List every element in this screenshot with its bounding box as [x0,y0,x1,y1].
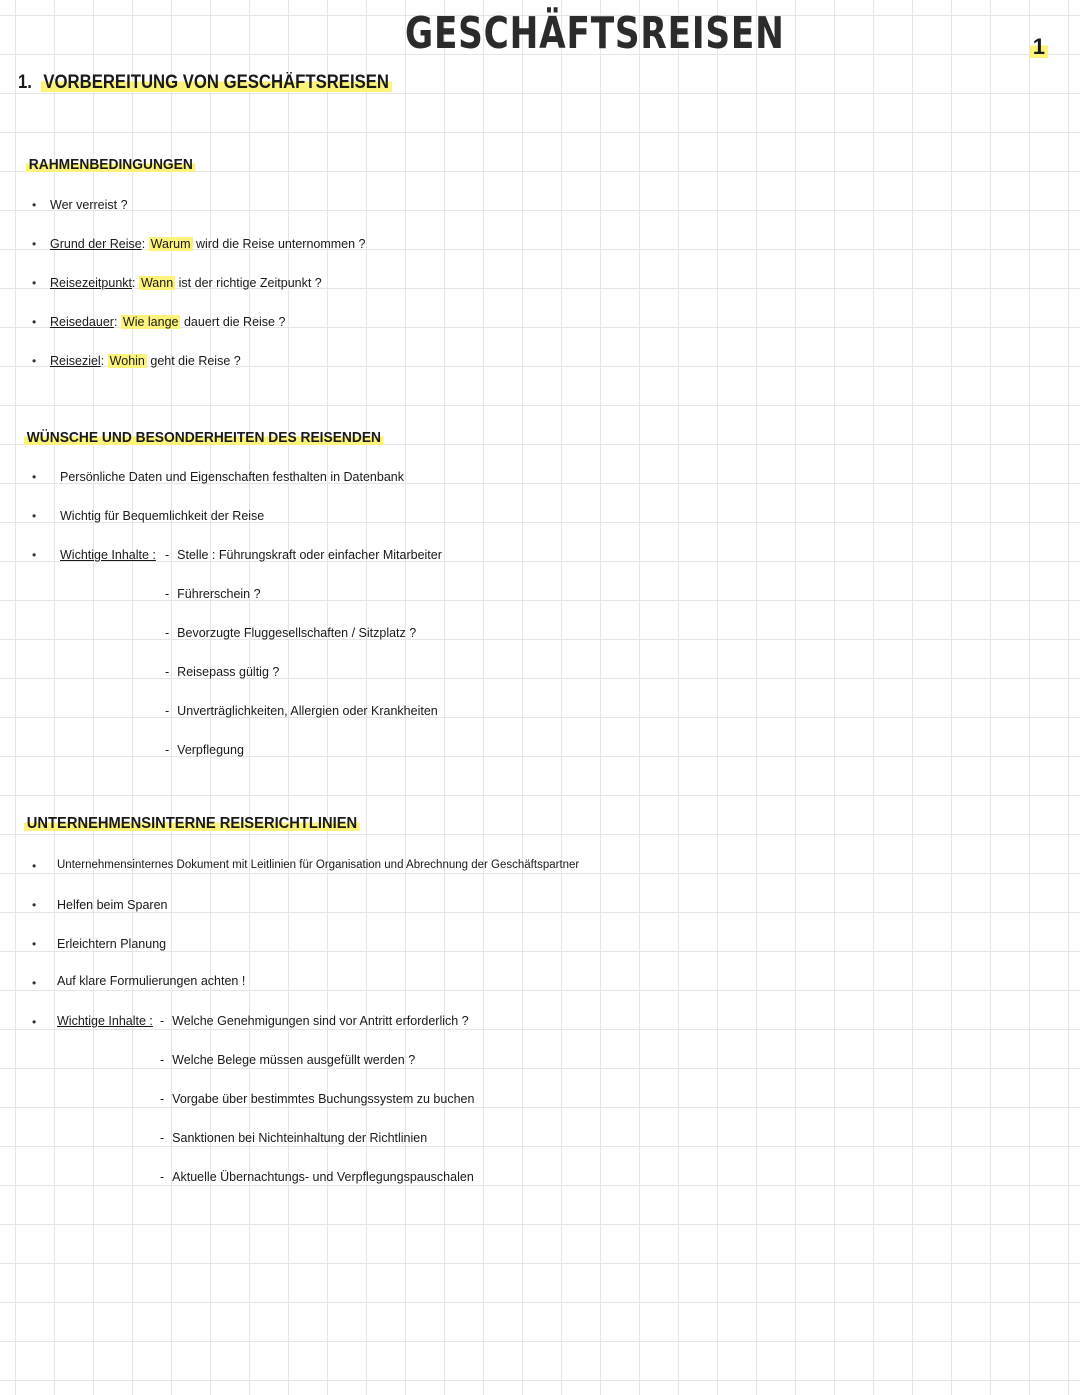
sub-item-wuensche-1: - Führerschein ? [165,587,261,601]
sub-item-wuensche-3: - Reisepass gültig ? [165,665,280,679]
bullet-icon: • [32,859,37,873]
list-item-rahmen-4: Reiseziel: Wohin geht die Reise ? [50,354,241,368]
section-number: 1. [18,72,32,93]
heading-rahmenbedingungen: RAHMENBEDINGUNGEN [26,156,196,173]
list-item-wuensche-0: Persönliche Daten und Eigenschaften festhalten in Datenbank [60,470,404,484]
sub-item-wuensche-2: - Bevorzugte Fluggesellschaften / Sitzplatz ? [165,626,417,640]
list-item-rahmen-2: Reisezeitpunkt: Wann ist der richtige Zeitpunkt ? [50,276,322,290]
bullet-icon: • [32,198,37,212]
sub-item-richtlinien-3: - Sanktionen bei Nichteinhaltung der Richtlinien [160,1131,428,1145]
bullet-icon: • [32,354,37,368]
page-title: GESCHÄFTSREISEN [405,8,785,59]
list-item-richtlinien-3: Auf klare Formulierungen achten ! [57,974,246,988]
list-item-richtlinien-0: Unternehmensinternes Dokument mit Leitlinien für Organisation und Abrechnung der Geschäftspartner [57,859,580,871]
sub-item-richtlinien-0: - Welche Genehmigungen sind vor Antritt erforderlich ? [160,1014,469,1028]
list-item-rahmen-0: Wer verreist ? [50,198,128,212]
bullet-icon: • [32,470,37,484]
inhalte-label-richtlinien: Wichtige Inhalte : [57,1014,153,1028]
bullet-icon: • [32,1015,37,1029]
list-item-rahmen-3: Reisedauer: Wie lange dauert die Reise ? [50,315,286,329]
sub-item-richtlinien-4: - Aktuelle Übernachtungs- und Verpflegungspauschalen [160,1170,474,1184]
list-item-rahmen-1: Grund der Reise: Warum wird die Reise unternommen ? [50,237,366,251]
bullet-icon: • [32,898,37,912]
bullet-icon: • [32,315,37,329]
sub-item-wuensche-4: - Unverträglichkeiten, Allergien oder Krankheiten [165,704,438,718]
heading-wuensche: WÜNSCHE UND BESONDERHEITEN DES REISENDEN [24,429,384,446]
list-item-richtlinien-1: Helfen beim Sparen [57,898,168,912]
list-item-wuensche-1: Wichtig für Bequemlichkeit der Reise [60,509,265,523]
section-title [18,72,392,94]
bullet-icon: • [32,509,37,523]
list-item-richtlinien-2: Erleichtern Planung [57,937,167,951]
page-number: 1 [1030,34,1048,60]
inhalte-label-wuensche: Wichtige Inhalte : [60,548,156,562]
bullet-icon: • [32,548,37,562]
sub-item-wuensche-0: - Stelle : Führungskraft oder einfacher Mitarbeiter [165,548,442,562]
heading-richtlinien: UNTERNEHMENSINTERNE REISERICHTLINIEN [24,815,360,833]
bullet-icon: • [32,276,37,290]
section-title-text: VORBEREITUNG VON GESCHÄFTSREISEN [41,72,392,93]
bullet-icon: • [32,937,37,951]
sub-item-wuensche-5: - Verpflegung [165,743,244,757]
bullet-icon: • [32,237,37,251]
sub-item-richtlinien-2: - Vorgabe über bestimmtes Buchungssystem zu buchen [160,1092,475,1106]
sub-item-richtlinien-1: - Welche Belege müssen ausgefüllt werden ? [160,1053,416,1067]
bullet-icon: • [32,976,37,990]
